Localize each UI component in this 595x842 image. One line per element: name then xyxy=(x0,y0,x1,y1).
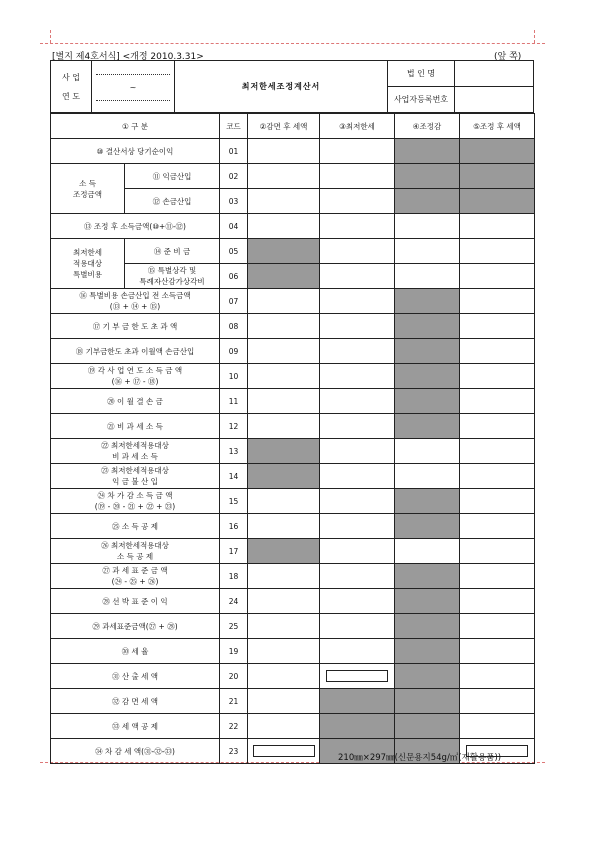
row-label: ⑱ 기부금한도 초과 이월액 손금산입 xyxy=(51,339,220,364)
form-id: [별지 제4호서식] <개정 2010.3.31> xyxy=(52,52,204,62)
value-cell xyxy=(460,164,535,189)
value-cell[interactable] xyxy=(320,414,395,439)
row-code: 14 xyxy=(220,464,248,489)
col-2: ②감면 후 세액 xyxy=(248,114,320,139)
value-cell[interactable] xyxy=(320,264,395,289)
row-code: 01 xyxy=(220,139,248,164)
value-cell[interactable] xyxy=(395,539,460,564)
value-cell[interactable] xyxy=(460,414,535,439)
value-cell[interactable] xyxy=(320,664,395,689)
table-row xyxy=(51,364,535,389)
value-cell[interactable] xyxy=(320,589,395,614)
row-code: 17 xyxy=(220,539,248,564)
row-label: ⑭ 준 비 금 xyxy=(125,239,220,264)
table-row xyxy=(51,614,535,639)
value-cell xyxy=(395,414,460,439)
row-label: ㉚ 세 율 xyxy=(51,639,220,664)
value-cell xyxy=(395,289,460,314)
row-label: ㉒ 최저한세적용대상 비 과 세 소 득 xyxy=(51,439,220,464)
value-cell[interactable] xyxy=(320,614,395,639)
company-label: 법 인 명 xyxy=(388,61,455,87)
row-code: 12 xyxy=(220,414,248,439)
value-cell[interactable] xyxy=(248,289,320,314)
row-label: ⑩ 결산서상 당기순이익 xyxy=(51,139,220,164)
value-cell[interactable] xyxy=(320,514,395,539)
row-label: ⑪ 익금산입 xyxy=(125,164,220,189)
value-cell xyxy=(248,264,320,289)
value-cell[interactable] xyxy=(248,664,320,689)
value-cell[interactable] xyxy=(460,589,535,614)
value-cell xyxy=(395,664,460,689)
value-cell xyxy=(320,689,395,714)
row-code: 05 xyxy=(220,239,248,264)
value-cell[interactable] xyxy=(320,339,395,364)
table-row xyxy=(51,639,535,664)
value-cell[interactable] xyxy=(460,714,535,739)
row-code: 09 xyxy=(220,339,248,364)
table-row xyxy=(51,414,535,439)
value-cell[interactable] xyxy=(248,314,320,339)
col-3: ③최저한세 xyxy=(320,114,395,139)
table-row xyxy=(51,164,535,189)
table-row xyxy=(51,514,535,539)
year-label: 사 업 연 도 xyxy=(51,61,92,113)
row-code: 07 xyxy=(220,289,248,314)
value-cell[interactable] xyxy=(460,514,535,539)
value-cell[interactable] xyxy=(248,364,320,389)
row-code: 11 xyxy=(220,389,248,414)
value-cell xyxy=(395,564,460,589)
value-cell[interactable] xyxy=(248,564,320,589)
value-cell[interactable] xyxy=(460,689,535,714)
row-label: ㉘ 선 박 표 준 이 익 xyxy=(51,589,220,614)
value-cell xyxy=(395,339,460,364)
table-row xyxy=(51,664,535,689)
row-label: ㉝ 세 액 공 제 xyxy=(51,714,220,739)
row-label: ㉞ 차 감 세 액(㉛-㉜-㉝) xyxy=(51,739,220,764)
value-cell xyxy=(395,614,460,639)
table-row xyxy=(51,564,535,589)
table-row xyxy=(51,689,535,714)
value-cell xyxy=(395,689,460,714)
row-label: ㉔ 차 가 감 소 득 금 액 (⑲ - ⑳ - ㉑ + ㉒ + ㉓) xyxy=(51,489,220,514)
value-cell[interactable] xyxy=(248,139,320,164)
value-cell xyxy=(395,514,460,539)
row-code: 06 xyxy=(220,264,248,289)
row-code: 02 xyxy=(220,164,248,189)
value-cell[interactable] xyxy=(320,214,395,239)
value-cell[interactable] xyxy=(460,314,535,339)
value-cell[interactable] xyxy=(248,414,320,439)
biz-no-field[interactable] xyxy=(455,87,534,113)
table-row xyxy=(51,339,535,364)
row-code: 25 xyxy=(220,614,248,639)
row-label: ⑳ 이 월 결 손 금 xyxy=(51,389,220,414)
value-cell[interactable] xyxy=(460,614,535,639)
value-cell xyxy=(395,489,460,514)
value-cell[interactable] xyxy=(248,714,320,739)
value-cell[interactable] xyxy=(320,314,395,339)
value-cell xyxy=(395,139,460,164)
value-cell[interactable] xyxy=(460,289,535,314)
row-code: 08 xyxy=(220,314,248,339)
value-cell[interactable] xyxy=(320,139,395,164)
value-cell xyxy=(395,189,460,214)
value-cell[interactable] xyxy=(460,389,535,414)
value-cell[interactable] xyxy=(460,539,535,564)
value-cell[interactable] xyxy=(320,189,395,214)
value-cell[interactable] xyxy=(320,564,395,589)
row-code: 04 xyxy=(220,214,248,239)
input-box[interactable] xyxy=(326,670,388,682)
value-cell xyxy=(460,139,535,164)
year-range[interactable]: ~ xyxy=(92,61,175,113)
row-code: 21 xyxy=(220,689,248,714)
row-code: 13 xyxy=(220,439,248,464)
row-label: ⑲ 각 사 업 연 도 소 득 금 액 (⑯ + ⑰ - ⑱) xyxy=(51,364,220,389)
value-cell[interactable] xyxy=(395,464,460,489)
value-cell xyxy=(248,239,320,264)
value-cell xyxy=(395,589,460,614)
value-cell[interactable] xyxy=(248,189,320,214)
paper-spec: 210㎜×297㎜(신문용지54g/㎡(재활용품)) xyxy=(338,753,502,763)
value-cell[interactable] xyxy=(320,289,395,314)
table-row xyxy=(51,714,535,739)
value-cell[interactable] xyxy=(248,514,320,539)
company-field[interactable] xyxy=(455,61,534,87)
table-row xyxy=(51,214,535,239)
row-label: ㉙ 과세표준금액(㉗ + ㉘) xyxy=(51,614,220,639)
value-cell[interactable] xyxy=(248,489,320,514)
value-cell[interactable] xyxy=(395,239,460,264)
value-cell[interactable] xyxy=(460,639,535,664)
value-cell[interactable] xyxy=(320,489,395,514)
value-cell[interactable] xyxy=(460,214,535,239)
value-cell[interactable] xyxy=(248,589,320,614)
calc-table xyxy=(50,113,535,764)
row-label: ⑮ 특별상각 및 특례자산감가상각비 xyxy=(125,264,220,289)
row-code: 19 xyxy=(220,639,248,664)
row-label: ㉜ 감 면 세 액 xyxy=(51,689,220,714)
value-cell xyxy=(460,189,535,214)
row-label: ㉛ 산 출 세 액 xyxy=(51,664,220,689)
value-cell[interactable] xyxy=(460,339,535,364)
row-code: 24 xyxy=(220,589,248,614)
row-code: 16 xyxy=(220,514,248,539)
value-cell xyxy=(248,439,320,464)
row-code: 22 xyxy=(220,714,248,739)
value-cell[interactable] xyxy=(248,339,320,364)
table-row xyxy=(51,139,535,164)
value-cell[interactable] xyxy=(460,464,535,489)
col-5: ⑤조정 후 세액 xyxy=(460,114,535,139)
page-side: (앞 쪽) xyxy=(494,52,522,62)
value-cell xyxy=(395,639,460,664)
table-row xyxy=(51,539,535,564)
value-cell[interactable] xyxy=(460,364,535,389)
value-cell[interactable] xyxy=(248,214,320,239)
value-cell xyxy=(395,364,460,389)
value-cell xyxy=(248,464,320,489)
row-code: 15 xyxy=(220,489,248,514)
table-row xyxy=(51,464,535,489)
value-cell[interactable] xyxy=(460,664,535,689)
value-cell[interactable] xyxy=(460,264,535,289)
row-label: ㉕ 소 득 공 제 xyxy=(51,514,220,539)
row-label: ㉖ 최저한세적용대상 소 득 공 제 xyxy=(51,539,220,564)
row-group-label: 소 득 조정금액 xyxy=(51,164,125,214)
table-row xyxy=(51,389,535,414)
value-cell[interactable] xyxy=(320,439,395,464)
value-cell[interactable] xyxy=(460,439,535,464)
value-cell xyxy=(248,539,320,564)
value-cell[interactable] xyxy=(320,389,395,414)
header-table xyxy=(50,60,534,113)
row-code: 10 xyxy=(220,364,248,389)
row-label: ⑬ 조정 후 소득금액(⑩+⑪-⑫) xyxy=(51,214,220,239)
value-cell[interactable] xyxy=(460,239,535,264)
table-row xyxy=(51,489,535,514)
row-group-label: 최저한세 적용대상 특별비용 xyxy=(51,239,125,289)
row-label: ㉗ 과 세 표 준 금 액 (㉔ - ㉕ + ㉖) xyxy=(51,564,220,589)
value-cell xyxy=(395,314,460,339)
table-row xyxy=(51,439,535,464)
table-row xyxy=(51,589,535,614)
row-label: ⑰ 기 부 금 한 도 초 과 액 xyxy=(51,314,220,339)
value-cell[interactable] xyxy=(460,489,535,514)
table-row xyxy=(51,239,535,264)
value-cell[interactable] xyxy=(320,239,395,264)
row-label: ㉓ 최저한세적용대상 익 금 불 산 입 xyxy=(51,464,220,489)
input-box[interactable] xyxy=(253,745,315,757)
value-cell xyxy=(395,714,460,739)
value-cell[interactable] xyxy=(320,464,395,489)
row-label: ㉑ 비 과 세 소 득 xyxy=(51,414,220,439)
value-cell xyxy=(320,714,395,739)
value-cell[interactable] xyxy=(248,389,320,414)
biz-no-label: 사업자등록번호 xyxy=(388,87,455,113)
row-label: ⑯ 특별비용 손금산입 전 소득금액 (⑬ + ⑭ + ⑮) xyxy=(51,289,220,314)
value-cell[interactable] xyxy=(248,614,320,639)
value-cell[interactable] xyxy=(248,739,320,764)
value-cell[interactable] xyxy=(395,214,460,239)
value-cell[interactable] xyxy=(320,164,395,189)
value-cell[interactable] xyxy=(320,364,395,389)
value-cell[interactable] xyxy=(248,639,320,664)
col-gubun: ① 구 분 xyxy=(51,114,220,139)
value-cell[interactable] xyxy=(395,439,460,464)
row-code: 03 xyxy=(220,189,248,214)
value-cell[interactable] xyxy=(248,689,320,714)
value-cell[interactable] xyxy=(460,564,535,589)
table-row xyxy=(51,289,535,314)
value-cell[interactable] xyxy=(320,539,395,564)
value-cell[interactable] xyxy=(320,639,395,664)
value-cell[interactable] xyxy=(395,264,460,289)
form-title: 최저한세조정계산서 xyxy=(175,61,388,113)
row-code: 20 xyxy=(220,664,248,689)
row-label: ⑫ 손금산입 xyxy=(125,189,220,214)
value-cell xyxy=(395,389,460,414)
value-cell xyxy=(395,164,460,189)
row-code: 23 xyxy=(220,739,248,764)
row-code: 18 xyxy=(220,564,248,589)
col-code: 코드 xyxy=(220,114,248,139)
value-cell[interactable] xyxy=(248,164,320,189)
table-row xyxy=(51,314,535,339)
col-4: ④조정감 xyxy=(395,114,460,139)
